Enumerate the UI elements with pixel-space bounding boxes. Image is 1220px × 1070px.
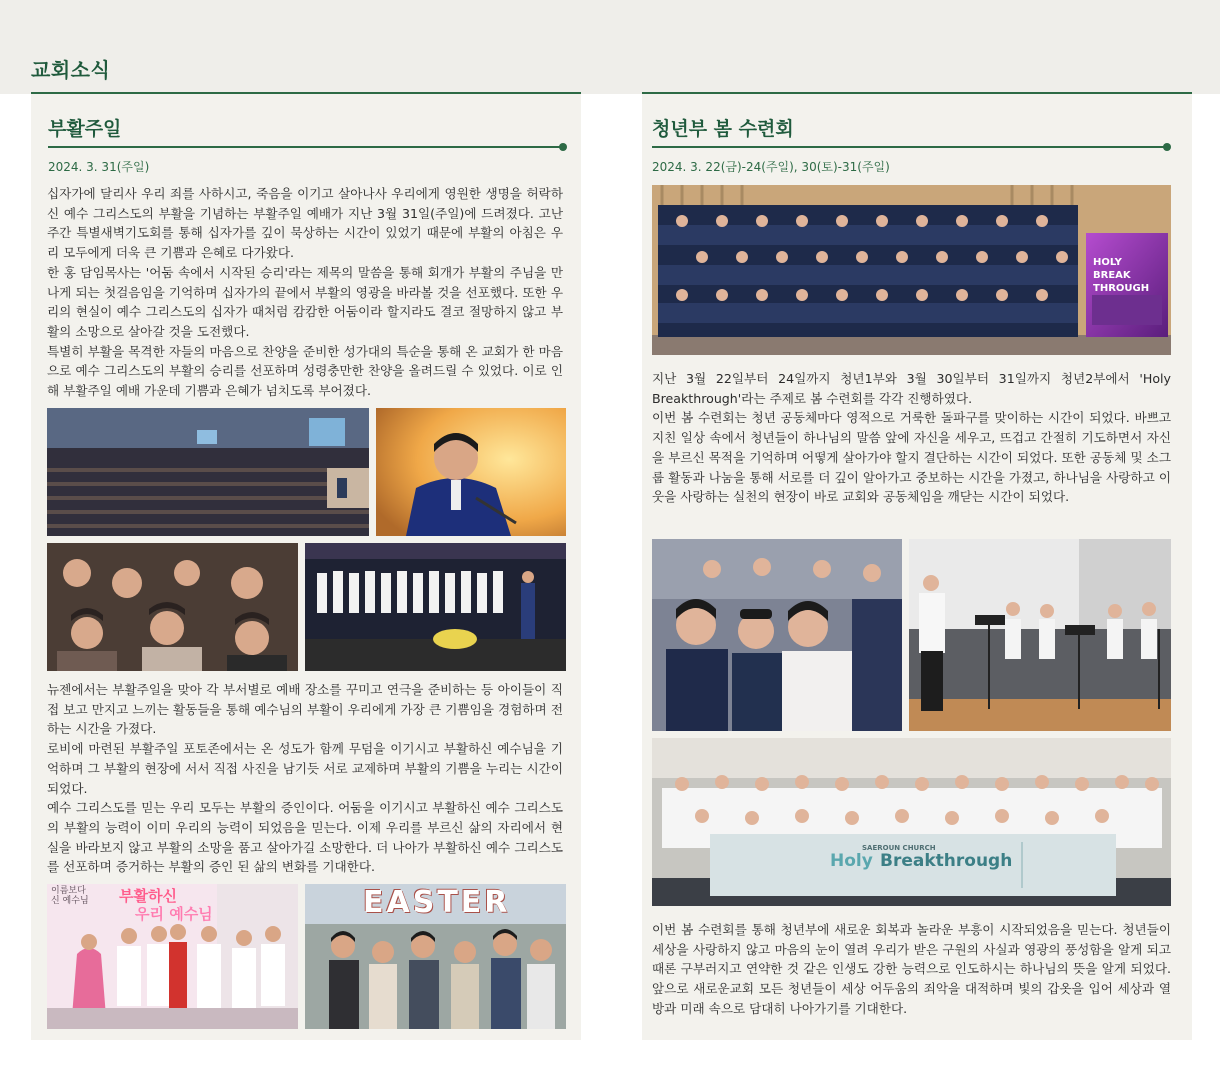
worship-team-photo bbox=[909, 539, 1171, 731]
photo-sign-line2: 우리 예수님 bbox=[135, 905, 213, 923]
top-band bbox=[0, 0, 1220, 94]
paragraph: 뉴젠에서는 부활주일을 맞아 각 부서별로 예배 장소를 꾸미고 연극을 준비하는 등 아이들이 직접 보고 만지고 느끼는 활동들을 통해 예수님의 부활이 우리에게 가장 큰 기쁨임을 경험하며 전하는 시간을 가졌다. bbox=[47, 682, 563, 737]
photo-sign-easter: EASTER bbox=[363, 885, 511, 920]
pastor-preaching-photo bbox=[376, 408, 566, 536]
article-body-second bbox=[47, 680, 563, 877]
banner-breakthrough-text: Breakthrough bbox=[880, 851, 1013, 871]
paragraph: 예수 그리스도를 믿는 우리 모두는 부활의 증인이다. 어둠을 이기시고 부활하신 예수 그리스도의 부활의 능력이 이미 우리의 능력이 되었음을 믿는다. 이제 우리를 부르신 삶의 자리에서 현실을 바라보지 않고 부활의 소망을 품고 살아가길 소망한다. 더 나아가 부활하신 예수 그리스도를 선포하며 증거하는 부활의 증인 된 삶의 변화를 기대한다. bbox=[47, 800, 563, 875]
paragraph: 이번 봄 수련회는 청년 공동체마다 영적으로 거룩한 돌파구를 맞이하는 시간이 되었다. 바쁘고 지친 일상 속에서 청년들이 하나님의 말씀 앞에 자신을 세우고, 뜨겁고 간절히 기도하면서 자신을 부르신 목적을 기억하며 어떻게 살아가야 할지 결단하는 시간이 되었다. 또한 공동체 및 소그룹 활동과 나눔을 통해 서로를 더 깊이 알아가고 중보하는 시간을 가졌고, 하나님을 사랑하고 이웃을 사랑하는 실천의 현장이 바로 교회와 공동체임을 깨닫는 시간이 되었다. bbox=[652, 410, 1171, 505]
title-divider bbox=[48, 146, 564, 148]
banner-holy-text: Holy bbox=[830, 851, 873, 871]
article-body-first bbox=[652, 369, 1171, 507]
poster-text-line3: THROUGH bbox=[1093, 283, 1150, 294]
article-body-closing bbox=[652, 920, 1171, 1019]
easter-article bbox=[31, 92, 581, 1040]
paragraph: 십자가에 달리사 우리 죄를 사하시고, 죽음을 이기고 살아나사 우리에게 영원한 생명을 허락하신 예수 그리스도의 부활을 기념하는 부활주일 예배가 지난 3월 31일(주일)에 드려졌다. 고난주간 특별새벽기도회를 통해 십자가를 깊이 묵상하는 시간이 있었기 때문에 부활의 아침은 우리 모두에게 더욱 큰 기쁨과 은혜로 다가왔다. bbox=[47, 186, 563, 261]
paragraph: 이번 봄 수련회를 통해 청년부에 새로운 회복과 놀라운 부흥이 시작되었음을 믿는다. 청년들이 세상을 사랑하지 않고 마음의 눈이 열려 우리가 받은 구원의 사실과 영광의 풍성함을 알게 되고 때론 구부러지고 연약한 것 같은 인생도 강한 능력으로 인도하시는 하나님의 뜻을 알게 되었다. 앞으로 새로운교회 모든 청년들이 세상 어두움의 죄악을 대적하며 빛의 갑옷을 입어 세상과 열방과 미래 속으로 담대히 나아가기를 기대한다. bbox=[652, 922, 1171, 1016]
paragraph: 특별히 부활을 목격한 자들의 마음으로 찬양을 준비한 성가대의 특순을 통해 온 교회가 한 마음으로 예수 그리스도의 부활의 승리를 선포하며 성령충만한 찬양을 올려드릴 수 있었다. 이로 인해 부활주일 예배 가운데 기쁨과 은혜가 넘치도록 부어졌다. bbox=[47, 343, 563, 399]
paragraph: 지난 3월 22일부터 24일까지 청년1부와 3월 30일부터 31일까지 청년2부에서 'Holy Breakthrough'라는 주제로 봄 수련회를 각각 진행하였다. bbox=[652, 371, 1171, 406]
worship-hall-photo bbox=[47, 408, 369, 536]
easter-photozone-photo bbox=[305, 884, 566, 1029]
article-title: 부활주일 bbox=[48, 118, 122, 140]
banner-church-name: SAEROUN CHURCH bbox=[862, 844, 936, 852]
children-easter-play-photo bbox=[47, 884, 298, 1029]
choir-performance-photo bbox=[305, 543, 566, 671]
article-body-intro bbox=[47, 184, 563, 401]
photo-sign-line1: 부활하신 bbox=[119, 887, 177, 905]
youth-group-photo bbox=[652, 185, 1171, 355]
congregation-praising-photo bbox=[47, 543, 298, 671]
paragraph: 로비에 마련된 부활주일 포토존에서는 온 성도가 함께 무덤을 이기시고 부활하신 예수님을 기억하며 그 부활의 현장에 서서 직접 사진을 남기듯 서로 교제하며 부활의 기쁨을 누리는 시간이 되었다. bbox=[47, 741, 563, 796]
article-date: 2024. 3. 31(주일) bbox=[48, 160, 150, 174]
youth-selfie-photo bbox=[652, 539, 902, 731]
title-divider bbox=[652, 146, 1168, 148]
youth-banner-group-photo bbox=[652, 738, 1171, 906]
poster-text-line1: HOLY bbox=[1093, 257, 1122, 268]
youth-retreat-article bbox=[642, 92, 1192, 1040]
poster-text-line2: BREAK bbox=[1093, 270, 1131, 281]
paragraph: 한 홍 담임목사는 '어둠 속에서 시작된 승리'라는 제목의 말씀을 통해 회개가 부활의 주님을 만나게 되는 첫걸음임을 기억하며 십자가의 끝에서 부활의 영광을 바라볼 것을 선포했다. 또한 우리의 현실이 예수 그리스도의 십자가 때처럼 캄캄한 어둠이라 할지라도 결코 절망하지 않고 부활의 소망으로 살아갈 것을 도전했다. bbox=[47, 264, 563, 339]
section-title: 교회소식 bbox=[31, 58, 111, 82]
article-date: 2024. 3. 22(금)-24(주일), 30(토)-31(주일) bbox=[652, 160, 890, 174]
photo-corner-text: 이름보다 신 예수님 bbox=[51, 886, 89, 907]
article-title: 청년부 봄 수련회 bbox=[652, 118, 794, 140]
